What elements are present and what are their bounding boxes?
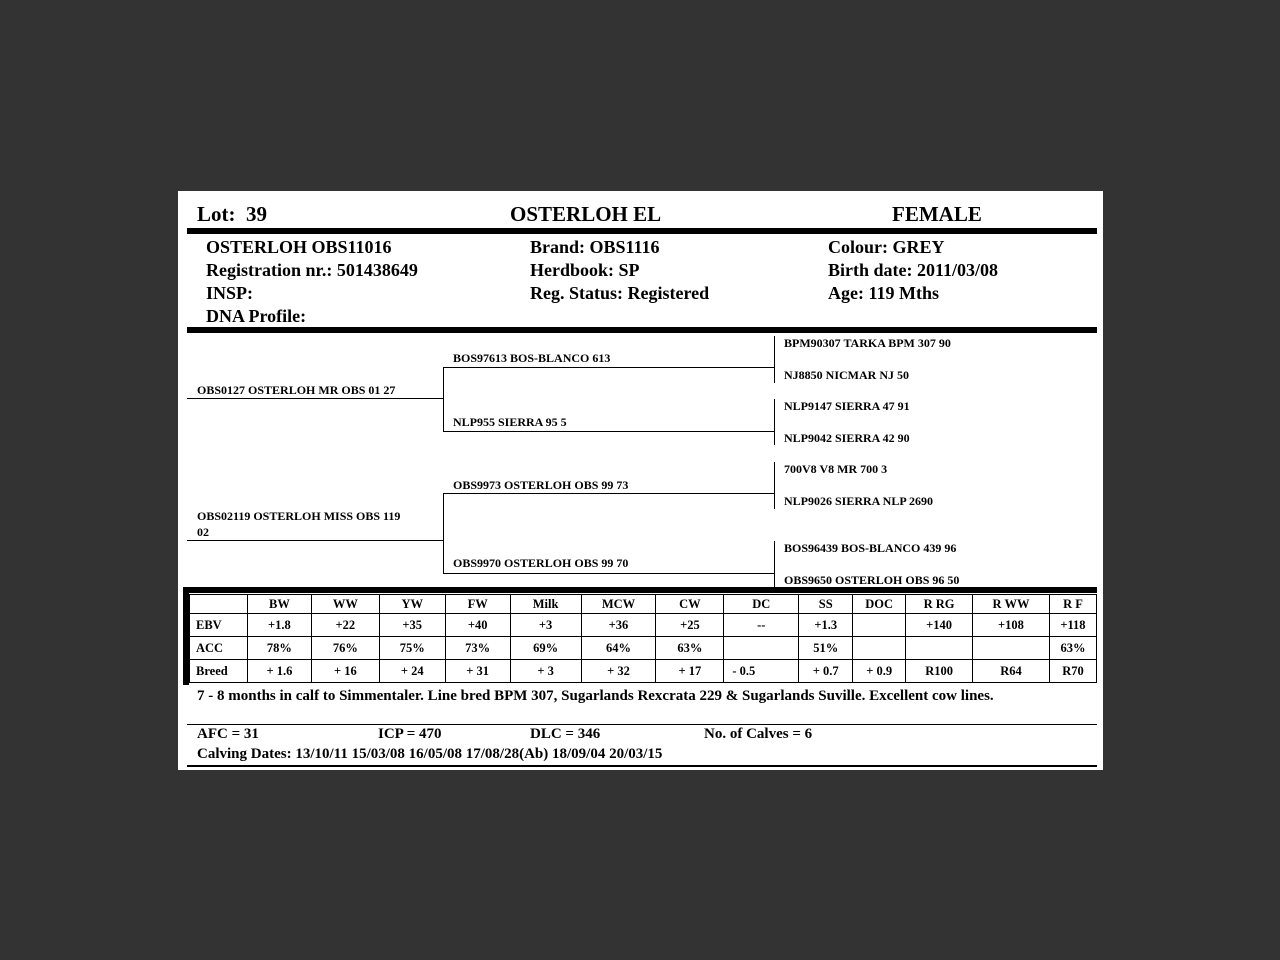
ebv-header: R WW bbox=[973, 595, 1050, 614]
dam-line bbox=[187, 540, 443, 541]
breed-cell: R64 bbox=[973, 660, 1050, 683]
lot-card bbox=[178, 191, 1103, 770]
dlc: DLC = 346 bbox=[530, 726, 601, 742]
ebv-header: FW bbox=[445, 595, 510, 614]
ebv-cell: +118 bbox=[1049, 614, 1096, 637]
animal-sex: FEMALE bbox=[892, 202, 982, 226]
breed-cell: R70 bbox=[1049, 660, 1096, 683]
acc-cell: 76% bbox=[311, 637, 379, 660]
row-label: EBV bbox=[190, 614, 248, 637]
sire-dam-line bbox=[443, 431, 774, 432]
sire-bracket bbox=[443, 367, 444, 431]
info-rule bbox=[187, 327, 1097, 333]
icp: ICP = 470 bbox=[378, 726, 442, 742]
bottom-rule bbox=[187, 765, 1097, 767]
ebv-row bbox=[190, 614, 1097, 637]
brand: Brand: OBS1116 bbox=[530, 237, 660, 257]
no-of-calves: No. of Calves = 6 bbox=[704, 726, 813, 742]
ggp-6: NLP9026 SIERRA NLP 2690 bbox=[784, 494, 934, 508]
breed-cell: - 0.5 bbox=[724, 660, 799, 683]
acc-cell bbox=[724, 637, 799, 660]
birth-date: Birth date: 2011/03/08 bbox=[828, 260, 998, 280]
animal-id: OSTERLOH OBS11016 bbox=[206, 237, 392, 257]
lot-number: 39 bbox=[246, 202, 267, 226]
ggp-3: NLP9147 SIERRA 47 91 bbox=[784, 399, 910, 413]
row-label: ACC bbox=[190, 637, 248, 660]
acc-cell: 64% bbox=[581, 637, 656, 660]
acc-cell bbox=[973, 637, 1050, 660]
ebv-header: CW bbox=[656, 595, 724, 614]
dam-sire-line bbox=[443, 493, 774, 494]
breed-cell: + 1.6 bbox=[247, 660, 311, 683]
dam-line2: 02 bbox=[197, 525, 209, 539]
afc: AFC = 31 bbox=[197, 726, 259, 742]
ebv-cell: +22 bbox=[311, 614, 379, 637]
ggp-4: NLP9042 SIERRA 42 90 bbox=[784, 431, 910, 445]
calving-dates: Calving Dates: 13/10/11 15/03/08 16/05/08 17/08/28(Ab) 18/09/04 20/03/15 bbox=[197, 746, 663, 762]
breed-cell: R100 bbox=[906, 660, 973, 683]
ebv-header: YW bbox=[379, 595, 445, 614]
dam-sire: OBS9973 OSTERLOH OBS 99 73 bbox=[453, 478, 629, 492]
ebv-header: DOC bbox=[853, 595, 906, 614]
acc-cell: 51% bbox=[799, 637, 853, 660]
comments-rule bbox=[187, 724, 1097, 725]
sire-dam: NLP955 SIERRA 95 5 bbox=[453, 415, 567, 429]
ebv-cell: +35 bbox=[379, 614, 445, 637]
acc-row bbox=[190, 637, 1097, 660]
breed-cell: + 17 bbox=[656, 660, 724, 683]
reg-status: Reg. Status: Registered bbox=[530, 283, 710, 303]
sire: OBS0127 OSTERLOH MR OBS 01 27 bbox=[197, 383, 396, 397]
ebv-header: Milk bbox=[510, 595, 581, 614]
ebv-header-row bbox=[190, 595, 1097, 614]
acc-cell: 73% bbox=[445, 637, 510, 660]
acc-cell: 63% bbox=[656, 637, 724, 660]
ggp-bracket-1 bbox=[774, 336, 775, 383]
sire-sire: BOS97613 BOS-BLANCO 613 bbox=[453, 351, 611, 365]
ggp-2: NJ8850 NICMAR NJ 50 bbox=[784, 368, 909, 382]
ggp-1: BPM90307 TARKA BPM 307 90 bbox=[784, 336, 951, 350]
ebv-header-corner bbox=[190, 595, 248, 614]
ebv-cell: +40 bbox=[445, 614, 510, 637]
acc-cell bbox=[906, 637, 973, 660]
ggp-8: OBS9650 OSTERLOH OBS 96 50 bbox=[784, 573, 960, 587]
registration-number: Registration nr.: 501438649 bbox=[206, 260, 418, 280]
comments: 7 - 8 months in calf to Simmentaler. Line bred BPM 307, Sugarlands Rexcrata 229 & Sugarlands Suville. Excellent cow lines. bbox=[197, 688, 994, 704]
sire-sire-line bbox=[443, 367, 774, 368]
animal-name: OSTERLOH EL bbox=[510, 202, 662, 226]
breed-cell: + 3 bbox=[510, 660, 581, 683]
age: Age: 119 Mths bbox=[828, 283, 939, 303]
ggp-bracket-2 bbox=[774, 399, 775, 445]
breed-row bbox=[190, 660, 1097, 683]
ggp-bracket-3 bbox=[774, 462, 775, 509]
dna-profile: DNA Profile: bbox=[206, 306, 307, 326]
ebv-header: MCW bbox=[581, 595, 656, 614]
dam-dam-line bbox=[443, 573, 774, 574]
dam-dam: OBS9970 OSTERLOH OBS 99 70 bbox=[453, 556, 629, 570]
breed-cell: + 24 bbox=[379, 660, 445, 683]
breed-cell: + 32 bbox=[581, 660, 656, 683]
lot-label-text: Lot: bbox=[197, 202, 236, 226]
dam-line1: OBS02119 OSTERLOH MISS OBS 119 bbox=[197, 509, 401, 523]
breed-cell: + 31 bbox=[445, 660, 510, 683]
ebv-cell: +1.3 bbox=[799, 614, 853, 637]
acc-cell: 75% bbox=[379, 637, 445, 660]
ggp-bracket-4 bbox=[774, 541, 775, 587]
ebv-header: R F bbox=[1049, 595, 1096, 614]
breed-cell: + 0.7 bbox=[799, 660, 853, 683]
ebv-cell: +1.8 bbox=[247, 614, 311, 637]
sire-line bbox=[187, 398, 443, 399]
herdbook: Herdbook: SP bbox=[530, 260, 640, 280]
ebv-cell: +3 bbox=[510, 614, 581, 637]
acc-cell: 78% bbox=[247, 637, 311, 660]
header-rule bbox=[187, 228, 1097, 234]
ebv-top-rule bbox=[183, 587, 1097, 593]
row-label: Breed bbox=[190, 660, 248, 683]
ebv-header: BW bbox=[247, 595, 311, 614]
acc-cell: 63% bbox=[1049, 637, 1096, 660]
ebv-header: DC bbox=[724, 595, 799, 614]
ebv-cell: +140 bbox=[906, 614, 973, 637]
acc-cell bbox=[853, 637, 906, 660]
acc-cell: 69% bbox=[510, 637, 581, 660]
ebv-table bbox=[189, 594, 1097, 683]
colour: Colour: GREY bbox=[828, 237, 945, 257]
ebv-header: WW bbox=[311, 595, 379, 614]
ebv-cell bbox=[853, 614, 906, 637]
lot-label bbox=[197, 202, 267, 227]
ggp-7: BOS96439 BOS-BLANCO 439 96 bbox=[784, 541, 957, 555]
ggp-5: 700V8 V8 MR 700 3 bbox=[784, 462, 888, 476]
ebv-cell: +108 bbox=[973, 614, 1050, 637]
ebv-cell: +36 bbox=[581, 614, 656, 637]
insp: INSP: bbox=[206, 283, 254, 303]
breed-cell: + 0.9 bbox=[853, 660, 906, 683]
ebv-cell: +25 bbox=[656, 614, 724, 637]
dam-bracket bbox=[443, 493, 444, 573]
ebv-header: R RG bbox=[906, 595, 973, 614]
ebv-header: SS bbox=[799, 595, 853, 614]
ebv-cell: -- bbox=[724, 614, 799, 637]
breed-cell: + 16 bbox=[311, 660, 379, 683]
